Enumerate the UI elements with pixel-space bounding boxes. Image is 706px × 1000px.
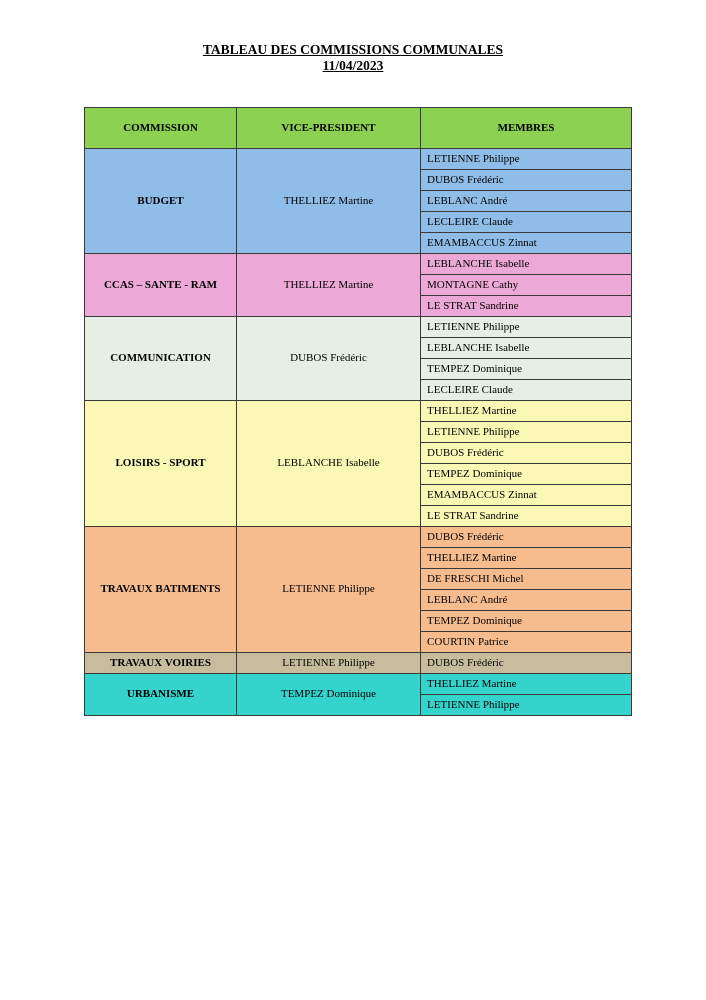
member-name: EMAMBACCUS Zinnat bbox=[421, 233, 632, 254]
member-name: LECLEIRE Claude bbox=[421, 212, 632, 233]
member-name: LEBLANCHE Isabelle bbox=[421, 338, 632, 359]
vice-president-name: DUBOS Frédéric bbox=[237, 317, 421, 401]
commission-name: BUDGET bbox=[85, 149, 237, 254]
commission-name: TRAVAUX BATIMENTS bbox=[85, 527, 237, 653]
member-name: LECLEIRE Claude bbox=[421, 380, 632, 401]
header-row bbox=[85, 108, 632, 149]
commission-name: LOISIRS - SPORT bbox=[85, 401, 237, 527]
member-name: LETIENNE Philippe bbox=[421, 317, 632, 338]
member-name: THELLIEZ Martine bbox=[421, 548, 632, 569]
table-row bbox=[85, 653, 632, 674]
table-row bbox=[85, 527, 632, 548]
member-name: LEBLANC André bbox=[421, 590, 632, 611]
member-name: LETIENNE Philippe bbox=[421, 422, 632, 443]
member-name: LE STRAT Sandrine bbox=[421, 506, 632, 527]
member-name: LEBLANCHE Isabelle bbox=[421, 254, 632, 275]
vice-president-name: THELLIEZ Martine bbox=[237, 254, 421, 317]
member-name: DUBOS Frédéric bbox=[421, 653, 632, 674]
member-name: DE FRESCHI Michel bbox=[421, 569, 632, 590]
vice-president-name: LEBLANCHE Isabelle bbox=[237, 401, 421, 527]
member-name: TEMPEZ Dominique bbox=[421, 464, 632, 485]
table-row bbox=[85, 401, 632, 422]
header-vice-president: VICE-PRESIDENT bbox=[237, 108, 421, 149]
table-row bbox=[85, 317, 632, 338]
member-name: EMAMBACCUS Zinnat bbox=[421, 485, 632, 506]
vice-president-name: LETIENNE Philippe bbox=[237, 527, 421, 653]
document-title: TABLEAU DES COMMISSIONS COMMUNALES bbox=[202, 42, 504, 57]
member-name: MONTAGNE Cathy bbox=[421, 275, 632, 296]
commission-name: TRAVAUX VOIRIES bbox=[85, 653, 237, 674]
member-name: THELLIEZ Martine bbox=[421, 674, 632, 695]
commission-name: COMMUNICATION bbox=[85, 317, 237, 401]
table-row bbox=[85, 674, 632, 695]
member-name: TEMPEZ Dominique bbox=[421, 611, 632, 632]
vice-president-name: THELLIEZ Martine bbox=[237, 149, 421, 254]
table-row bbox=[85, 149, 632, 170]
commission-name: CCAS – SANTE - RAM bbox=[85, 254, 237, 317]
member-name: DUBOS Frédéric bbox=[421, 527, 632, 548]
member-name: LETIENNE Philippe bbox=[421, 149, 632, 170]
table-body bbox=[85, 149, 632, 716]
member-name: DUBOS Frédéric bbox=[421, 443, 632, 464]
commission-name: URBANISME bbox=[85, 674, 237, 716]
header-commission: COMMISSION bbox=[85, 108, 237, 149]
vice-president-name: LETIENNE Philippe bbox=[237, 653, 421, 674]
table-row bbox=[85, 254, 632, 275]
member-name: COURTIN Patrice bbox=[421, 632, 632, 653]
document-date: 11/04/2023 bbox=[322, 58, 384, 73]
member-name: DUBOS Frédéric bbox=[421, 170, 632, 191]
vice-president-name: TEMPEZ Dominique bbox=[237, 674, 421, 716]
member-name: THELLIEZ Martine bbox=[421, 401, 632, 422]
commissions-table bbox=[84, 107, 632, 716]
header-membres: MEMBRES bbox=[421, 108, 632, 149]
member-name: LE STRAT Sandrine bbox=[421, 296, 632, 317]
member-name: LETIENNE Philippe bbox=[421, 695, 632, 716]
member-name: TEMPEZ Dominique bbox=[421, 359, 632, 380]
member-name: LEBLANC André bbox=[421, 191, 632, 212]
